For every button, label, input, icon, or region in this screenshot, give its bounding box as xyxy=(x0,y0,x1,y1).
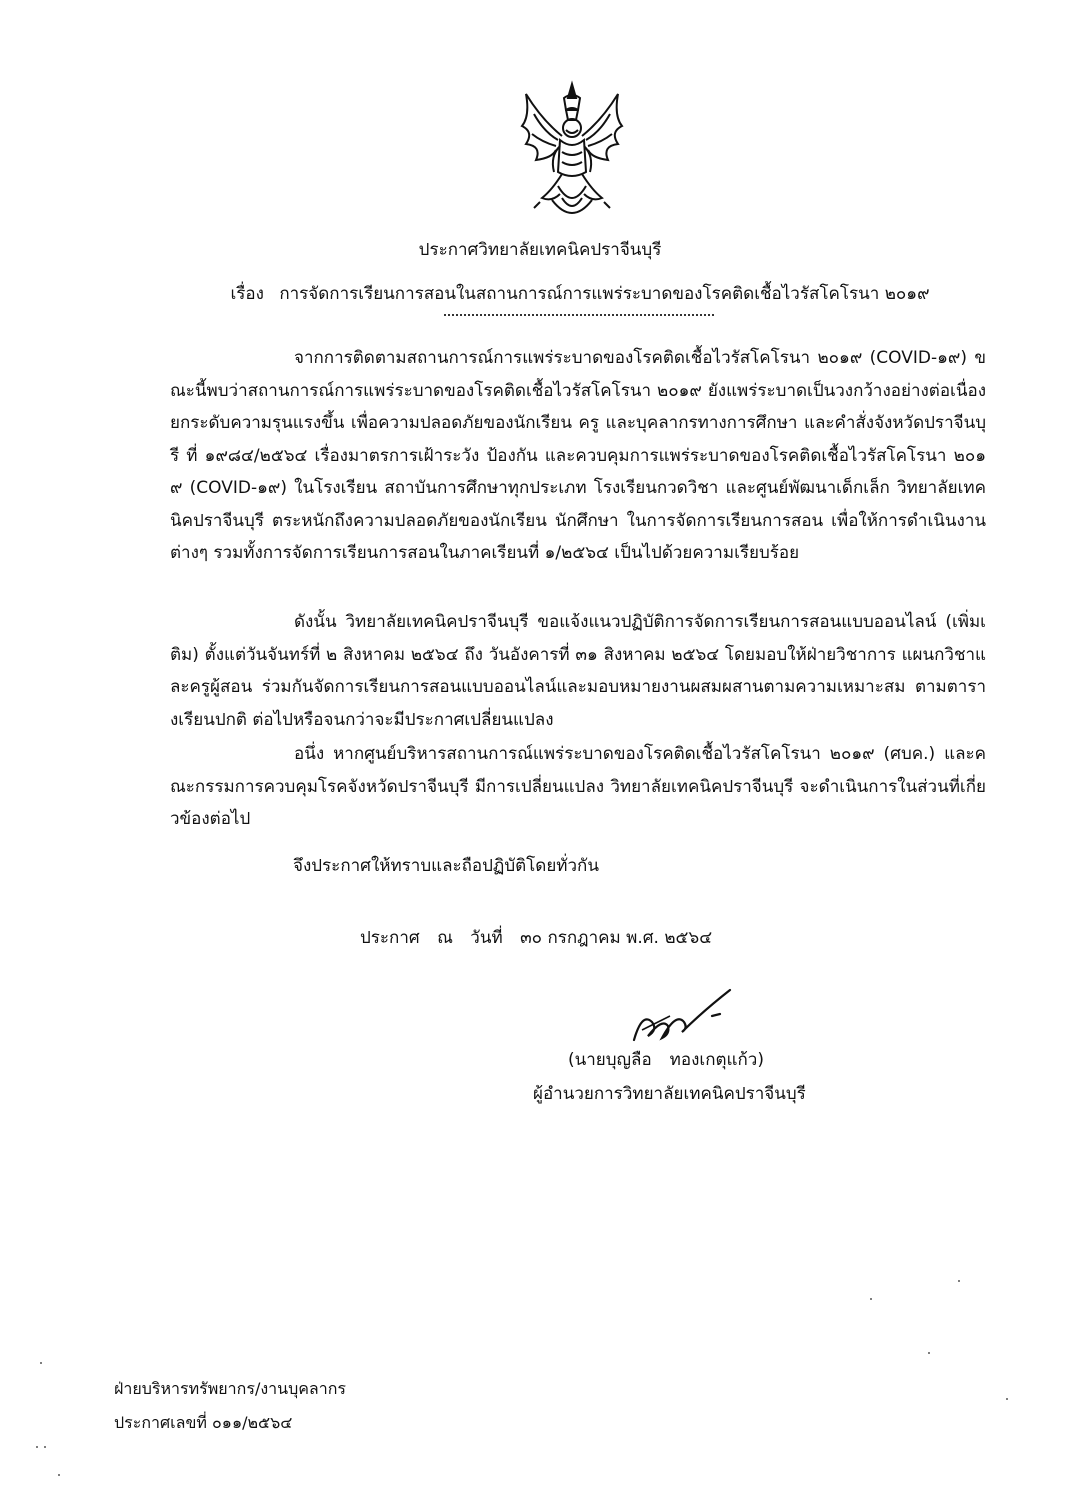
body-paragraph-2: ดังนั้น วิทยาลัยเทคนิคปราจีนบุรี ขอแจ้งแนวปฏิบัติการจัดการเรียนการสอนแบบออนไลน์ (เพิ่มเติม) ตั้งแต่วันจันทร์ที่ ๒ สิงหาคม ๒๕๖๔ ถึง วันอังคารที่ ๓๑ สิงหาคม ๒๕๖๔ โดยมอบให้ฝ่ายวิชาการ แผนกวิชาและครูผู้สอน ร่วมกันจัดการเรียนการสอนแบบออนไลน์และมอบหมายงานผสมผสานตามความเหมาะสม ตามตารางเรียนปกติ ต่อไปหรือจนกว่าจะมีประกาศเปลี่ยนแปลง xyxy=(170,612,986,730)
scan-speck xyxy=(928,1352,930,1354)
footer-department: ฝ่ายบริหารทรัพยากร/งานบุคลากร xyxy=(114,1379,346,1398)
body-paragraph-1: จากการติดตามสถานการณ์การแพร่ระบาดของโรคติดเชื้อไวรัสโคโรนา ๒๐๑๙ (COVID-๑๙) ขณะนี้พบว่าสถานการณ์การแพร่ระบาดของโรคติดเชื้อไวรัสโคโรนา ๒๐๑๙ ยังแพร่ระบาดเป็นวงกว้างอย่างต่อเนื่อง ยกระดับความรุนแรงขึ้น เพื่อความปลอดภัยของนักเรียน ครู และบุคลากรทางการศึกษา และคำสั่งจังหวัดปราจีนบุรี ที่ ๑๙๘๔/๒๕๖๔ เรื่องมาตรการเฝ้าระวัง ป้องกัน และควบคุมการแพร่ระบาดของโรคติดเชื้อไวรัสโคโรนา ๒๐๑๙ (COVID-๑๙) ในโรงเรียน สถาบันการศึกษาทุกประเภท โรงเรียนกวดวิชา และศูนย์พัฒนาเด็กเล็ก วิทยาลัยเทคนิคปราจีนบุรี ตระหนักถึงความปลอดภัยของนักเรียน นักศึกษา ในการจัดการเรียนการสอน เพื่อให้การดำเนินงานต่างๆ รวมทั้งการจัดการเรียนการสอนในภาคเรียนที่ ๑/๒๕๖๔ เป็นไปด้วยความเรียบร้อย xyxy=(170,348,986,563)
body-paragraph-3: อนึ่ง หากศูนย์บริหารสถานการณ์แพร่ระบาดของโรคติดเชื้อไวรัสโคโรนา ๒๐๑๙ (ศบค.) และคณะกรรมการควบคุมโรคจังหวัดปราจีนบุรี มีการเปลี่ยนแปลง วิทยาลัยเทคนิคปราจีนบุรี จะดำเนินการในส่วนที่เกี่ยวข้องต่อไป xyxy=(170,744,986,829)
dateline-date: ๓๐ กรกฎาคม พ.ศ. ๒๕๖๔ xyxy=(520,928,713,948)
closing-statement: จึงประกาศให้ทราบและถือปฏิบัติโดยทั่วกัน xyxy=(293,856,599,876)
dotted-divider xyxy=(444,314,714,316)
announcement-title: ประกาศวิทยาลัยเทคนิคปราจีนบุรี xyxy=(418,240,662,260)
scan-speck xyxy=(36,1446,38,1448)
subject-text: การจัดการเรียนการสอนในสถานการณ์การแพร่ระบาดของโรคติดเชื้อไวรัสโคโรนา ๒๐๑๙ xyxy=(279,284,930,304)
signer-name xyxy=(568,1046,764,1074)
signer-position: ผู้อำนวยการวิทยาลัยเทคนิคปราจีนบุรี xyxy=(533,1084,806,1104)
signer-first-name: (นายบุญลือ xyxy=(568,1050,652,1070)
scan-speck xyxy=(1006,1398,1008,1400)
footer-announcement-number: ประกาศเลขที่ ๐๑๑/๒๕๖๔ xyxy=(114,1413,293,1432)
dateline-prefix: ประกาศ xyxy=(360,928,420,948)
scan-speck xyxy=(58,1474,60,1476)
garuda-emblem-icon xyxy=(512,80,632,230)
scan-speck xyxy=(44,1446,46,1448)
dateline-at: ณ xyxy=(437,928,453,948)
scan-speck xyxy=(870,1298,872,1300)
scan-speck xyxy=(40,1362,42,1364)
subject-label: เรื่อง xyxy=(230,284,264,304)
signer-last-name: ทองเกตุแก้ว) xyxy=(669,1050,764,1070)
announcement-dateline xyxy=(360,924,724,952)
dateline-day-label: วันที่ xyxy=(470,928,503,948)
handwritten-signature-icon xyxy=(612,982,742,1052)
scan-speck xyxy=(958,1280,960,1282)
announcement-subject xyxy=(40,282,1080,306)
